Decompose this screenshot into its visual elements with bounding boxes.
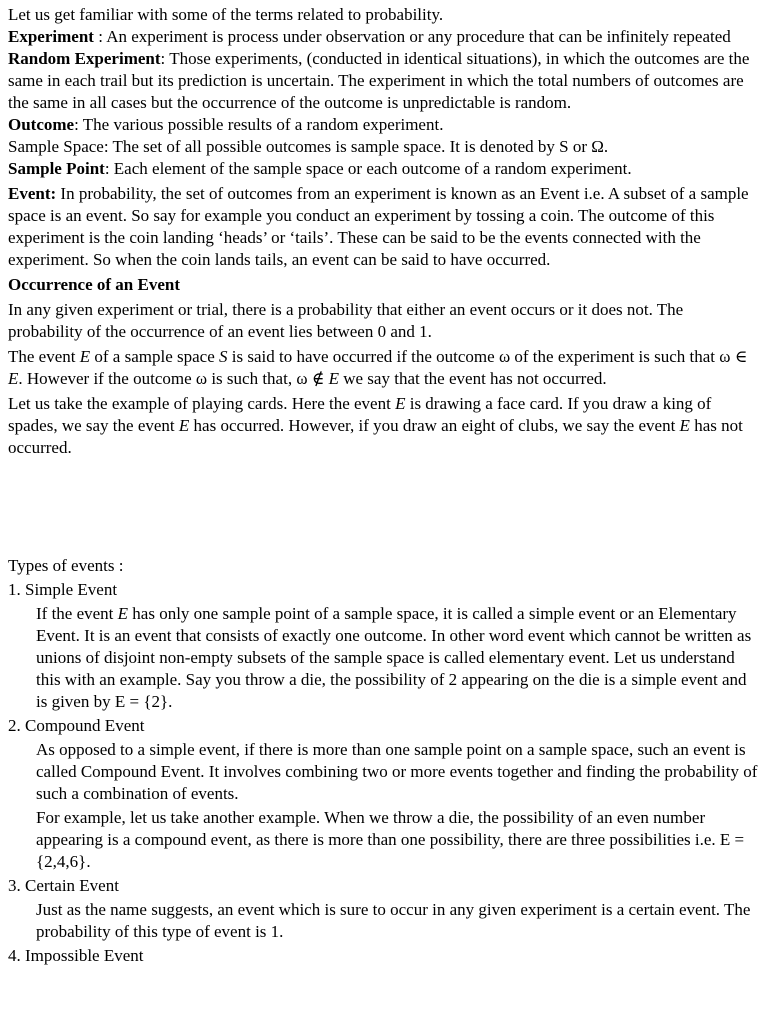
term-separator: : — [74, 115, 83, 134]
definition-text: Those experiments, (conducted in identical situations), in which the outcomes are the same in each trail but its prediction is uncertain. The experiment in which the total numbers of outcomes are the same in all cases but the occurrence of the outcome is unpredictable is random. — [8, 49, 750, 112]
list-item-body — [36, 899, 760, 943]
text-run: has occurred. However, if you draw an eight of clubs, we say the event — [189, 416, 680, 435]
occurrence-paragraph-3 — [8, 393, 760, 459]
list-item-body — [36, 603, 760, 713]
list-item-paragraph — [36, 603, 760, 713]
term-label: Event: — [8, 184, 57, 203]
list-item-body — [36, 739, 760, 873]
list-item-label: 1. Simple Event — [8, 580, 118, 599]
list-item-paragraph: For example, let us take another example. When we throw a die, the possibility of an even number appearing is a compound event, as there is more than one possibility, there are three possibilities i.e. E = {2,4,6}. — [36, 808, 745, 871]
term-label: Outcome — [8, 115, 75, 134]
blank-space — [8, 459, 760, 555]
occurrence-paragraph-1: In any given experiment or trial, there is a probability that either an event occurs or it does not. The probability of the occurrence of an event lies between 0 and 1. — [8, 300, 684, 341]
term-label: Experiment — [8, 27, 94, 46]
definition-sample-space: Sample Space: The set of all possible outcomes is sample space. It is denoted by S or Ω. — [8, 137, 609, 156]
text-run: is drawing a face card. If you draw a king of spades, we say the event — [8, 394, 712, 435]
event-symbol: E — [117, 604, 129, 623]
occurrence-heading: Occurrence of an Event — [8, 275, 181, 294]
occurrence-paragraph-2 — [8, 346, 760, 390]
text-run: If the event — [36, 604, 118, 623]
term-separator: : — [104, 159, 114, 178]
text-run: is said to have occurred if the outcome ω of the experiment is such that ω ∈ — [227, 347, 748, 366]
list-item-certain-event — [8, 875, 760, 943]
definition-text: Each element of the sample space or each outcome of a random experiment. — [113, 159, 632, 178]
event-symbol: E — [679, 416, 690, 435]
list-item-impossible-event — [8, 945, 760, 967]
text-run: . However if the outcome ω is such that, ω ∉ — [18, 369, 329, 388]
definition-text: In probability, the set of outcomes from an experiment is known as an Event i.e. A subset of a sample space is an event. So say for example you conduct an experiment by tossing a coin. The outcome of this experiment is the coin landing ‘heads’ or ‘tails’. These can be said to be the events connected with the experiment. So when the coin lands tails, an event can be said to have occurred. — [8, 184, 749, 269]
event-symbol: E — [178, 416, 190, 435]
list-item-label: 4. Impossible Event — [8, 946, 144, 965]
definition-experiment — [8, 26, 760, 48]
definition-event — [8, 183, 760, 271]
term-separator: : — [160, 49, 170, 68]
event-symbol: E — [328, 369, 339, 388]
text-run: of a sample space — [90, 347, 220, 366]
text-run: has not occurred. — [8, 416, 743, 457]
list-item-paragraph: Just as the name suggests, an event which is sure to occur in any given experiment is a certain event. The probability of this type of event is 1. — [36, 900, 751, 941]
definition-sample-point — [8, 158, 760, 180]
event-symbol: E — [395, 394, 406, 413]
text-run: has only one sample point of a sample space, it is called a simple event or an Elementary Event. It is an event that consists of exactly one outcome. In other word event which cannot be written as unions of disjoint non-empty subsets of the sample space is called elementary event. Let us understand this with an example. Say you throw a die, the possibility of 2 appearing on the die is a simple event and is given by E = {2}. — [36, 604, 752, 711]
text-run: we say that the event has not occurred. — [338, 369, 607, 388]
text-run: Let us take the example of playing cards. Here the event — [8, 394, 396, 413]
list-item-paragraph: As opposed to a simple event, if there is more than one sample point on a sample space, such an event is called Compound Event. It involves combining two or more events together and finding the probability of such a combination of events. — [36, 740, 758, 803]
event-symbol: E — [79, 347, 91, 366]
list-item-label: 3. Certain Event — [8, 876, 119, 895]
intro-text: Let us get familiar with some of the terms related to probability. — [8, 5, 444, 24]
list-item-label: 2. Compound Event — [8, 716, 145, 735]
event-symbol: E — [8, 369, 19, 388]
term-label: Sample Point — [8, 159, 105, 178]
definition-text: The various possible results of a random experiment. — [82, 115, 444, 134]
list-item-simple-event — [8, 579, 760, 713]
types-title: Types of events : — [8, 556, 124, 575]
definition-text: An experiment is process under observation or any procedure that can be infinitely repeated — [106, 27, 731, 46]
list-item-compound-event — [8, 715, 760, 873]
definition-random-experiment — [8, 48, 760, 114]
sample-space-symbol: S — [219, 347, 228, 366]
definition-outcome — [8, 114, 760, 136]
text-run: The event — [8, 347, 80, 366]
term-separator: : — [93, 27, 107, 46]
term-label: Random Experiment — [8, 49, 161, 68]
